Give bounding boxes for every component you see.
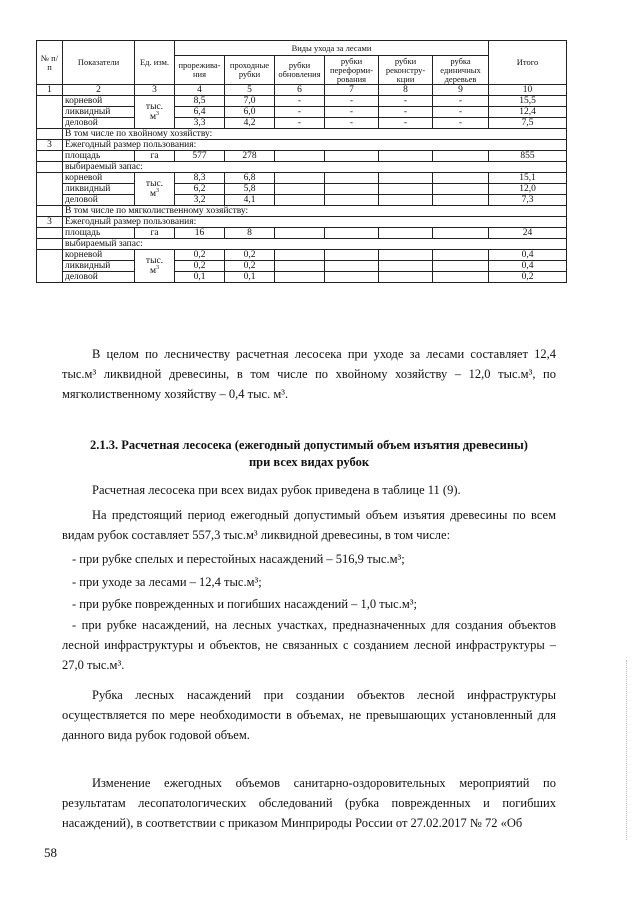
colnum: 5 [225, 85, 275, 96]
table-row: ликвидный 0,2 0,2 0,4 [37, 261, 567, 272]
section-caption: В том числе по хвойному хозяйству: [63, 129, 567, 140]
header-indicators: Показатели [63, 41, 135, 85]
annual-label: Ежегодный размер пользования: [63, 140, 567, 151]
table-row: корневой тыс. $м^3$ 8,3 6,8 15,1 [37, 173, 567, 184]
unit-cell: тыс. $м^3$ [135, 96, 175, 129]
table-row [37, 239, 567, 250]
row-label: деловой [63, 272, 135, 283]
annual-label: Ежегодный размер пользования: [63, 217, 567, 228]
colnum: 2 [63, 85, 135, 96]
table-row: 3 Ежегодный размер пользования: [37, 217, 567, 228]
colnum: 3 [135, 85, 175, 96]
header-num: № п/п [37, 41, 63, 85]
header-col: проходные рубки [225, 56, 275, 85]
section-caption-row [37, 129, 567, 140]
row-label: ликвидный [63, 184, 135, 195]
row-label: корневой [63, 173, 135, 184]
section-caption: В том числе по мягколиственному хозяйству: [63, 206, 567, 217]
table-row: площадь га 16 8 24 [37, 228, 567, 239]
stock-label: выбираемый запас: [63, 239, 567, 250]
row-label: деловой [63, 118, 135, 129]
row-label: деловой [63, 195, 135, 206]
header-col: рубки реконстру-кции [379, 56, 433, 85]
colnum: 4 [175, 85, 225, 96]
colnum: 9 [433, 85, 489, 96]
colnum: 10 [489, 85, 567, 96]
list-item: - при рубке насаждений, на лесных участках, предназначенных для создания объектов лесной инфраструктуры и объектов, не связанных с созданием лесной инфраструктуры – 27,0 тыс.м³. [62, 618, 556, 672]
header-total: Итого [489, 41, 567, 85]
table-row: деловой 0,1 0,1 0,2 [37, 272, 567, 283]
list-item: - при рубке спелых и перестойных насаждений – 516,9 тыс.м³; [72, 552, 405, 566]
infrastructure-paragraph: Рубка лесных насаждений при создании объектов лесной инфраструктуры осуществляется по мере необходимости в объемах, не превышающих установленный для данного вида рубок годовой объем. [62, 688, 556, 742]
column-number-row [37, 85, 567, 96]
header-unit: Ед. изм. [135, 41, 175, 85]
unit-cell: тыс. $м^3$ [135, 173, 175, 206]
volume-paragraph: На предстоящий период ежегодный допустимый объем изъятия древесины по всем видам рубок составляет 557,3 тыс.м³ ликвидной древесины, в том числе: [62, 508, 556, 542]
header-col: рубки обновления [275, 56, 325, 85]
section-caption-row [37, 206, 567, 217]
section-heading: 2.1.3. Расчетная лесосека (ежегодный допустимый объем изъятия древесины) при всех видах рубок [90, 438, 528, 469]
header-col: рубки переформи-рования [325, 56, 379, 85]
care-felling-table [36, 40, 567, 283]
row-label: площадь [63, 151, 135, 162]
header-col: прорежива-ния [175, 56, 225, 85]
table-row: 3 Ежегодный размер пользования: [37, 140, 567, 151]
row-label: корневой [63, 250, 135, 261]
row-label: ликвидный [63, 261, 135, 272]
stock-label: выбираемый запас: [63, 162, 567, 173]
sanitary-paragraph: Изменение ежегодных объемов санитарно-оздоровительных мероприятий по результатам лесопатологических обследований (рубка поврежденных и погибших насаждений), в соответствии с приказом Минприроды России от 27.02.2017 № 72 «Об [62, 776, 556, 830]
colnum: 8 [379, 85, 433, 96]
table-row: деловой 3,2 4,1 7,3 [37, 195, 567, 206]
colnum: 1 [37, 85, 63, 96]
row-label: корневой [63, 96, 135, 107]
table-row: площадь га 577 278 855 [37, 151, 567, 162]
table-row: деловой 3,3 4,2 - - - - 7,5 [37, 118, 567, 129]
table-row [37, 162, 567, 173]
list-item: - при уходе за лесами – 12,4 тыс.м³; [72, 575, 262, 589]
table-row: ликвидный 6,4 6,0 - - - - 12,4 [37, 107, 567, 118]
row-label: ликвидный [63, 107, 135, 118]
header-col: рубка единичных деревьев [433, 56, 489, 85]
colnum: 7 [325, 85, 379, 96]
list-item: - при рубке поврежденных и погибших насаждений – 1,0 тыс.м³; [72, 597, 417, 611]
table-row: корневой тыс. $м^3$ 8,5 7,0 - - - - 15,5 [37, 96, 567, 107]
unit-cell: тыс. $м^3$ [135, 250, 175, 283]
table-row: ликвидный 6,2 5,8 12,0 [37, 184, 567, 195]
page-number: 58 [44, 845, 57, 860]
table-header-row [37, 41, 567, 56]
header-care-types: Виды ухода за лесами [175, 41, 489, 56]
table-row: корневой тыс. $м^3$ 0,2 0,2 0,4 [37, 250, 567, 261]
row-label: площадь [63, 228, 135, 239]
colnum: 6 [275, 85, 325, 96]
summary-paragraph: В целом по лесничеству расчетная лесосека при уходе за лесами составляет 12,4 тыс.м³ ликвидной древесины, в том числе по хвойному хозяйству – 12,0 тыс.м³, по мягколиственному хозяйству – 0,4 тыс. м³. [62, 347, 556, 401]
scan-edge-marks [626, 660, 629, 840]
intro-paragraph: Расчетная лесосека при всех видах рубок приведена в таблице 11 (9). [92, 483, 461, 497]
